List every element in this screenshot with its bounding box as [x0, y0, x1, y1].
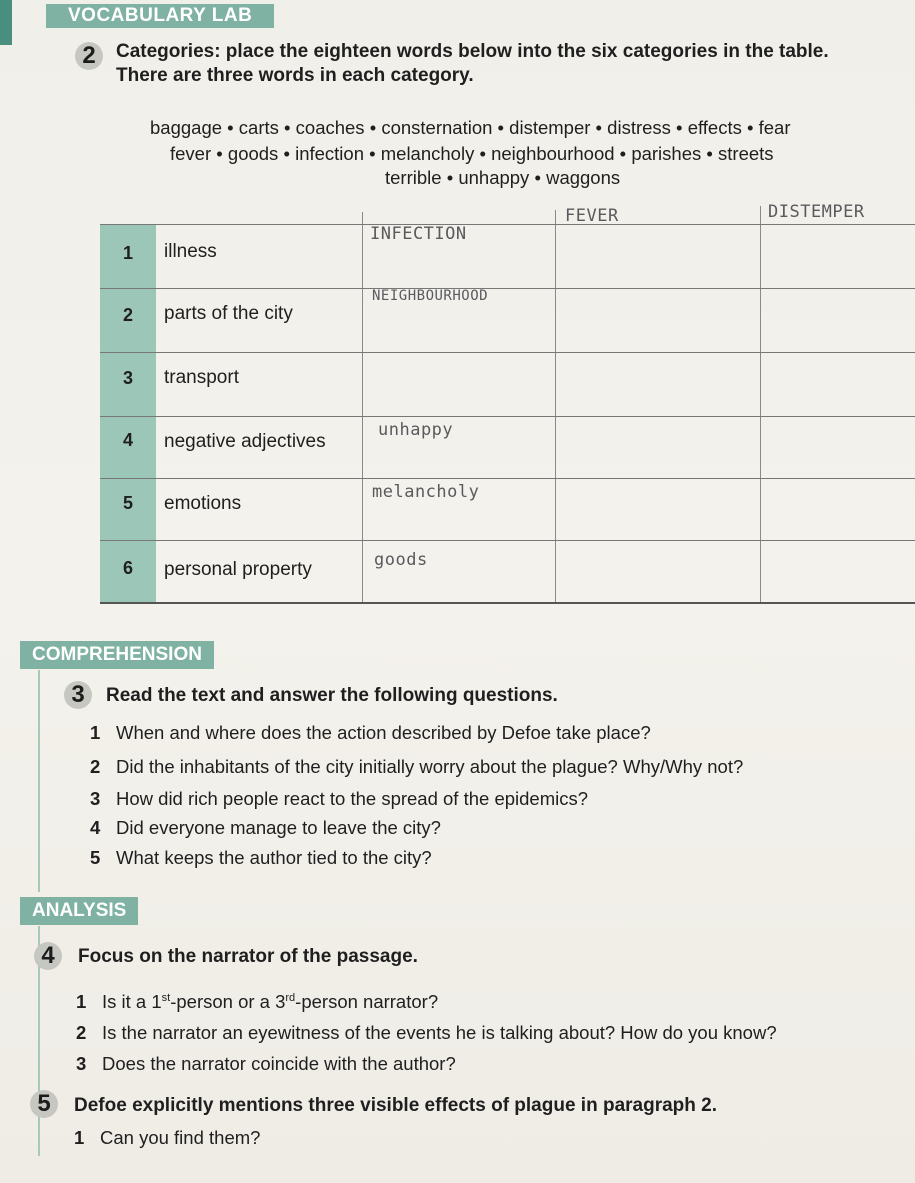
word-separator: •	[590, 117, 608, 138]
exercise-2-subtitle: There are three words in each category.	[116, 65, 474, 86]
table-row	[100, 478, 915, 541]
wordbank-word: distress	[607, 117, 671, 138]
word-separator: •	[222, 117, 239, 138]
exercise-2-title: Categories: place the eighteen words below into the six categories in the table.	[116, 41, 829, 62]
word-separator: •	[474, 143, 492, 164]
word-separator: •	[211, 143, 228, 164]
wordbank-word: consternation	[381, 117, 493, 138]
word-separator: •	[363, 143, 381, 164]
row-number: 1	[122, 243, 133, 263]
wordbank-word: neighbourhood	[491, 143, 615, 164]
row-number: 4	[122, 430, 133, 450]
wordbank-word: unhappy	[458, 167, 530, 188]
row-label: personal property	[164, 559, 312, 580]
row-number: 5	[122, 493, 133, 513]
handwritten-answer: INFECTION	[370, 224, 467, 244]
page-tab	[0, 0, 12, 45]
word-separator: •	[701, 143, 719, 164]
wordbank-word: goods	[227, 143, 279, 164]
wordbank-word: melancholy	[380, 143, 475, 164]
wordbank-word: coaches	[295, 117, 365, 138]
table-row	[100, 352, 915, 417]
table-row	[100, 540, 915, 603]
table-row	[100, 416, 915, 479]
exercise-4-number: 4	[34, 942, 62, 970]
question-item: 2 Is the narrator an eyewitness of the events he is talking about? How do you know?	[76, 1022, 777, 1043]
wordbank-word: fear	[758, 117, 791, 138]
margin-line	[38, 670, 40, 892]
comprehension-heading: COMPREHENSION	[20, 641, 214, 669]
wordbank-word: effects	[687, 117, 742, 138]
handwritten-answer: unhappy	[378, 420, 454, 440]
row-number: 3	[122, 368, 133, 388]
exercise-2-number: 2	[75, 42, 103, 70]
row-label: transport	[164, 367, 239, 388]
question-item: 5 What keeps the author tied to the city?	[90, 847, 432, 868]
word-separator: •	[441, 167, 459, 188]
question-item: 3 How did rich people react to the spread of the epidemics?	[90, 788, 589, 809]
analysis-heading: ANALYSIS	[20, 897, 138, 925]
wordbank-word: fever	[170, 143, 212, 164]
wordbank-word: waggons	[546, 167, 621, 188]
question-item: 2 Did the inhabitants of the city initially worry about the plague? Why/Why not?	[90, 756, 744, 777]
wordbank-line-3	[385, 165, 785, 190]
table-row	[100, 288, 915, 353]
categories-table	[100, 202, 915, 604]
table-row	[100, 224, 915, 289]
row-number: 2	[122, 305, 133, 325]
exercise-5-number: 5	[30, 1090, 58, 1118]
row-label: negative adjectives	[164, 431, 326, 452]
row-number: 6	[122, 558, 133, 578]
question-item: 3 Does the narrator coincide with the author?	[76, 1053, 456, 1074]
question-item: 1 Can you find them?	[74, 1127, 261, 1148]
word-separator: •	[741, 117, 759, 138]
question-item: 4 Did everyone manage to leave the city?	[90, 817, 441, 838]
word-separator: •	[278, 117, 296, 138]
word-separator: •	[364, 117, 382, 138]
exercise-4-title: Focus on the narrator of the passage.	[78, 946, 418, 967]
question-item: 1 When and where does the action described by Defoe take place?	[90, 722, 651, 743]
word-separator: •	[492, 117, 510, 138]
handwritten-answer: melancholy	[372, 482, 480, 502]
wordbank-word: baggage	[150, 117, 223, 138]
word-separator: •	[670, 117, 688, 138]
handwritten-answer: DISTEMPER	[768, 202, 865, 222]
word-separator: •	[614, 143, 632, 164]
wordbank-word: parishes	[631, 143, 702, 164]
handwritten-answer: NEIGHBOURHOOD	[372, 288, 489, 304]
word-separator: •	[529, 167, 547, 188]
word-separator: •	[278, 143, 296, 164]
handwritten-answer: FEVER	[565, 206, 619, 226]
wordbank-word: terrible	[385, 167, 442, 188]
question-item: 1 Is it a 1st-person or a 3rd-person narrator?	[76, 991, 439, 1013]
exercise-3-title: Read the text and answer the following questions.	[106, 685, 558, 706]
row-label: emotions	[164, 493, 242, 514]
exercise-3-number: 3	[64, 681, 92, 709]
vocabulary-lab-header: VOCABULARY LAB	[46, 4, 274, 28]
wordbank-line-1	[150, 115, 915, 140]
wordbank-word: streets	[718, 143, 774, 164]
wordbank-word: distemper	[509, 117, 591, 138]
exercise-5-title: Defoe explicitly mentions three visible effects of plague in paragraph 2.	[74, 1095, 718, 1116]
wordbank-word: carts	[238, 117, 279, 138]
wordbank-word: infection	[295, 143, 364, 164]
row-label: parts of the city	[164, 303, 293, 324]
handwritten-answer: goods	[374, 550, 428, 570]
row-label: illness	[164, 241, 217, 262]
wordbank-line-2	[170, 141, 915, 166]
